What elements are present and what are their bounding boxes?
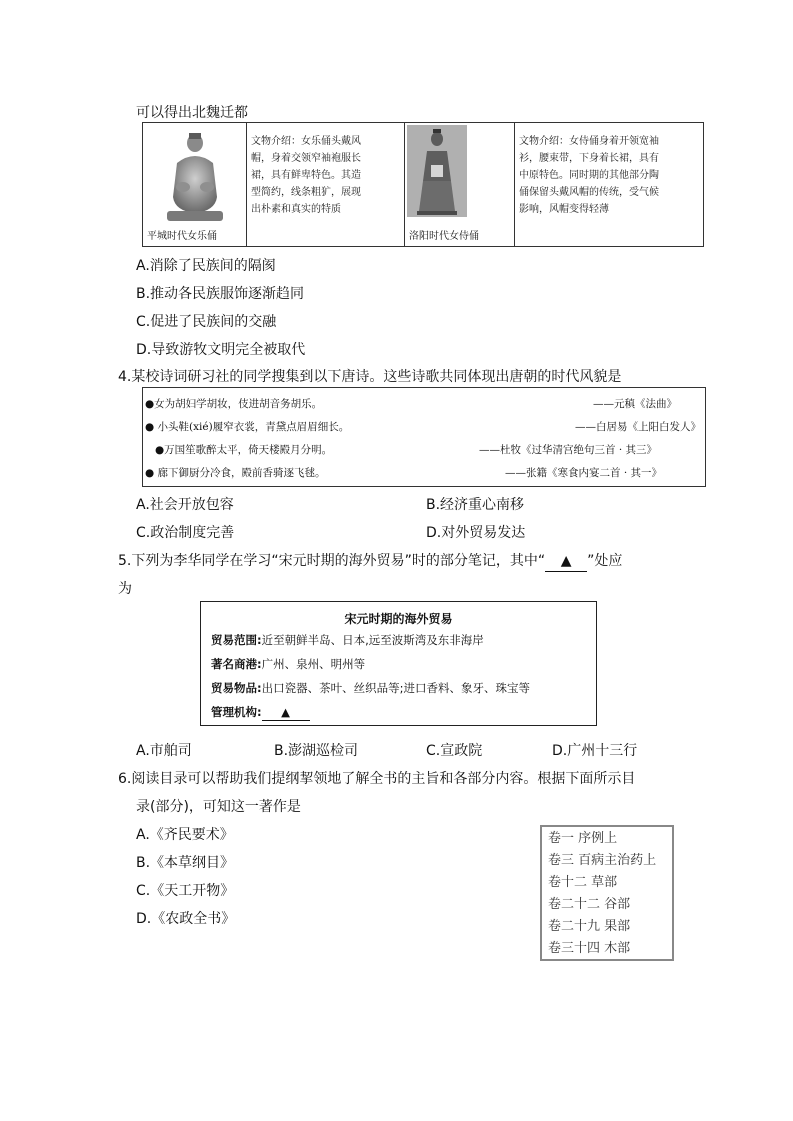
note-row [211,704,310,721]
artifact1-desc-line: 型简约，线条粗犷，展现 [251,187,361,198]
q3-option-a[interactable]: A.消除了民族间的隔阂 [136,258,276,274]
artifact2-cell [405,123,515,246]
note-row [211,680,530,696]
catalog-item: 卷一 序例上 [548,831,618,846]
q6-stem-line2: 录(部分)，可知这一著作是 [136,799,301,815]
note-title: 宋元时期的海外贸易 [344,612,453,626]
q5-option-b[interactable]: B.澎湖巡检司 [274,743,359,759]
q5-stem-end: ”处应 [587,553,623,569]
poem-row [145,466,326,480]
q5-note-box [200,601,597,726]
q5-stem-line2: 为 [118,581,132,597]
poem-line: 廊下御厨分冷食，殿前香骑逐飞毬。 [157,467,326,479]
q3-artifact-table [142,122,704,247]
bullet-icon: ● [155,444,165,456]
artifact1-desc-line: 帽，身着交领窄袖袍服长 [251,153,361,164]
poem-line: 万国笙歌醉太平，倚天楼殿月分明。 [164,444,333,456]
catalog-item: 卷三 百病主治药上 [548,853,657,868]
q3-option-d[interactable]: D.导致游牧文明完全被取代 [136,342,306,358]
artifact1-desc-cell [247,123,405,246]
q6-catalog-box [540,825,674,961]
artifact1-desc-line: 出朴素和真实的特质 [251,204,341,215]
q5-stem-text: 5.下列为李华同学在学习“宋元时期的海外贸易”时的部分笔记，其中“ [118,553,546,569]
poem-source: ——张籍《寒食内宴二首 · 其一》 [505,467,663,479]
q4-option-c[interactable]: C.政治制度完善 [136,525,235,541]
catalog-item: 卷十二 草部 [548,875,618,890]
q4-poem-box [142,387,706,487]
artifact2-desc-line: 中原特色。同时期的其他部分陶 [519,170,659,181]
catalog-item: 卷三十四 木部 [548,941,631,956]
q4-option-d[interactable]: D.对外贸易发达 [426,525,526,541]
note-value: 广州、泉州、明州等 [261,657,366,671]
note-value: 近至朝鲜半岛、日本,远至波斯湾及东非海岸 [261,633,484,647]
note-answer-blank: ▲ [262,704,310,721]
poem-line: 小头鞋(xié)履窄衣裳，青黛点眉眉细长。 [157,421,350,433]
poem-row [145,420,349,434]
note-label: 贸易范围: [211,633,262,647]
artifact2-desc-line: 影响，风帽变得轻薄 [519,204,609,215]
artifact2-desc-line: 文物介绍：女侍俑身着开领宽袖 [519,136,659,147]
artifact2-desc-cell [515,123,703,246]
bullet-icon: ● [145,398,155,410]
q4-option-a[interactable]: A.社会开放包容 [136,497,234,513]
q5-stem-line1 [118,551,622,572]
q5-answer-blank: ▲ [545,551,587,572]
q6-option-b[interactable]: B.《本草纲目》 [136,855,235,871]
q6-stem-line1: 6.阅读目录可以帮助我们提纲挈领地了解全书的主旨和各部分内容。根据下面所示目 [118,771,636,787]
poem-source: ——杜牧《过华清宫绝句三首 · 其三》 [479,444,658,456]
note-label: 管理机构: [211,705,262,719]
note-row [211,632,484,648]
q5-option-c[interactable]: C.宣政院 [426,743,483,759]
q3-stem-tail: 可以得出北魏迁都 [136,105,248,121]
poem-row [145,397,322,411]
artifact1-desc-line: 裙，具有鲜卑特色。其造 [251,170,361,181]
poem-line: 女为胡妇学胡妆，伎进胡音务胡乐。 [154,398,323,410]
catalog-item: 卷二十九 果部 [548,919,631,934]
note-label: 贸易物品: [211,681,262,695]
female-musician-figurine-image [143,127,247,227]
bullet-icon: ● [145,467,155,479]
bullet-icon: ● [145,421,155,433]
q4-stem: 4.某校诗词研习社的同学搜集到以下唐诗。这些诗歌共同体现出唐朝的时代风貌是 [118,369,622,385]
artifact1-desc-line: 文物介绍：女乐俑头戴风 [251,136,361,147]
q3-option-b[interactable]: B.推动各民族服饰逐渐趋同 [136,286,305,302]
note-label: 著名商港: [211,657,262,671]
q4-option-b[interactable]: B.经济重心南移 [426,497,525,513]
artifact1-caption: 平城时代女乐俑 [147,231,217,242]
q5-option-d[interactable]: D.广州十三行 [552,743,638,759]
artifact2-caption: 洛阳时代女侍俑 [409,231,479,242]
artifact1-cell [143,123,247,246]
note-row [211,656,365,672]
poem-row [155,443,332,457]
q6-option-d[interactable]: D.《农政全书》 [136,911,236,927]
female-attendant-figurine-image [407,125,467,217]
note-value: 出口瓷器、茶叶、丝织品等;进口香料、象牙、珠宝等 [261,681,530,695]
poem-source: ——白居易《上阳白发人》 [575,421,701,433]
poem-source: ——元稹《法曲》 [593,398,677,410]
q6-option-c[interactable]: C.《天工开物》 [136,883,235,899]
artifact2-desc-line: 俑保留头戴风帽的传统，受气候 [519,187,659,198]
q6-option-a[interactable]: A.《齐民要术》 [136,827,234,843]
q3-option-c[interactable]: C.促进了民族间的交融 [136,314,277,330]
artifact2-desc-line: 衫，腰束带，下身着长裙，具有 [519,153,659,164]
q5-option-a[interactable]: A.市舶司 [136,743,192,759]
catalog-item: 卷二十二 谷部 [548,897,631,912]
